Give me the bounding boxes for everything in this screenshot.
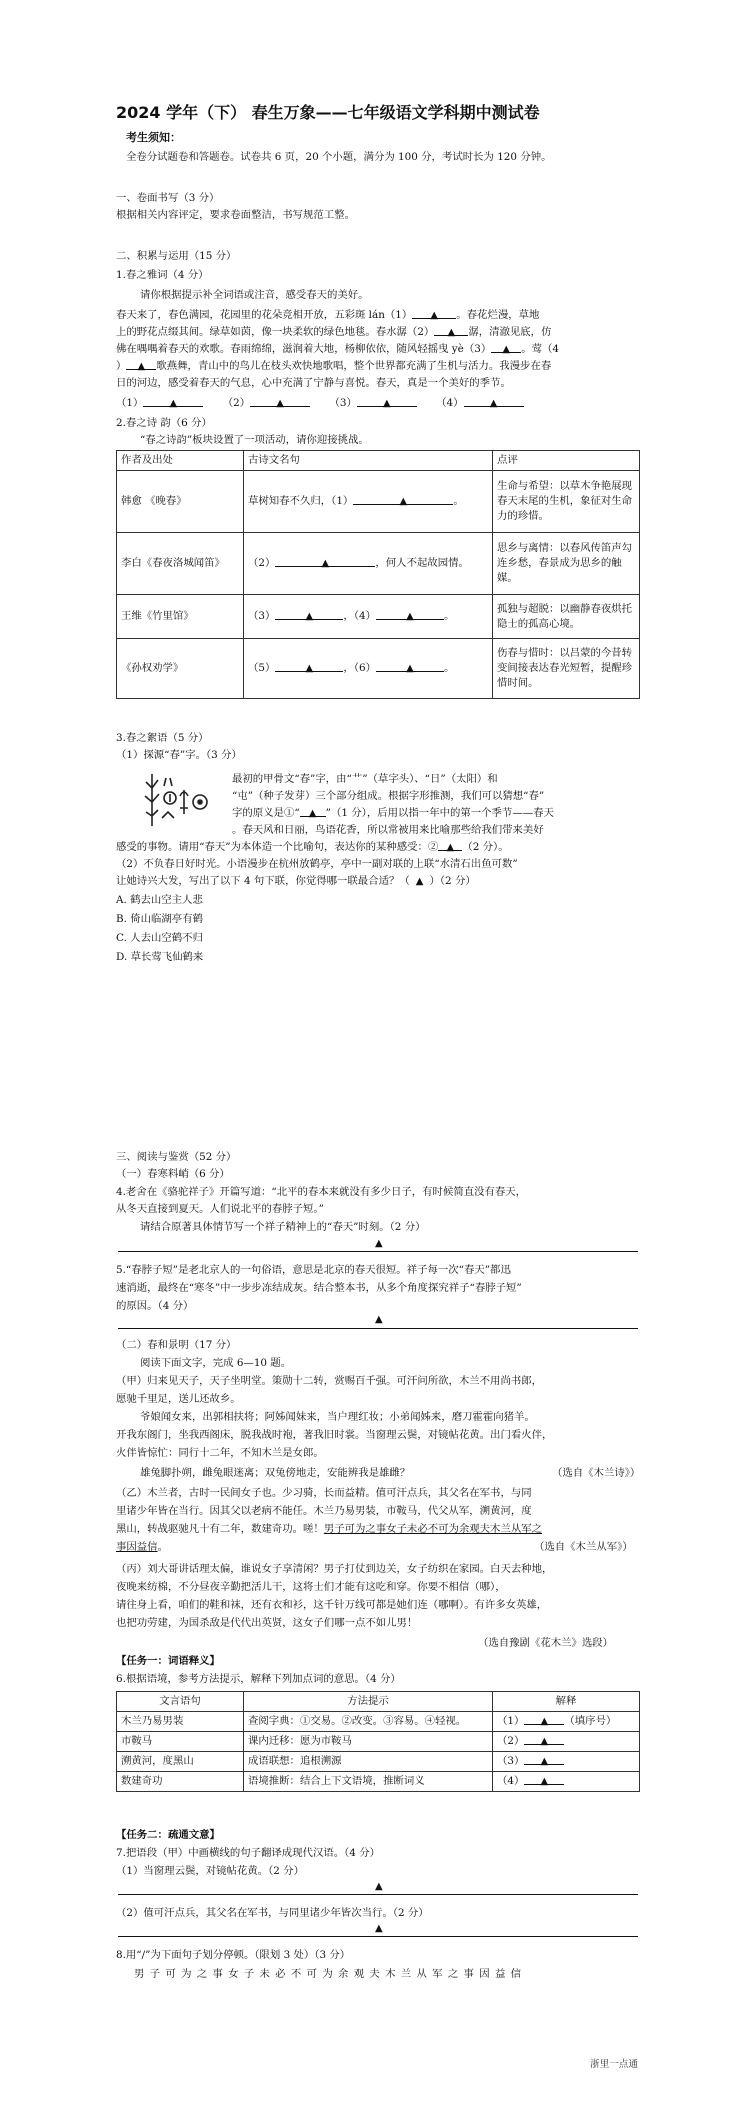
source-note: （选自《木兰从军》） — [534, 1541, 633, 1553]
section1-heading: 一、卷面书写（3 分） — [116, 192, 220, 204]
passage-jia: 愿驰千里足，送儿还故乡。 — [116, 1393, 241, 1405]
q3-sub2: 让她诗兴大发，写出了以下 4 句下联，你觉得哪一联最合适？（ ▲ ）（2 分） — [116, 875, 476, 887]
option-a[interactable]: A. 鹤去山空主人悲 — [116, 894, 203, 906]
table-header: 点评 — [493, 451, 640, 471]
table-header: 古诗文名句 — [244, 451, 493, 471]
poem-comment: 生命与希望：以草木争艳展现春天末尾的生机，象征对生命力的珍惜。 — [493, 471, 640, 533]
answer-line[interactable] — [118, 1251, 638, 1252]
q8-text: 8.用“/”为下面句子划分停顿。（限划 3 处）（3 分） — [116, 1949, 351, 1961]
poem-comment: 思乡与离情：以春风传笛声勾连乡愁，春景成为思乡的触媒。 — [493, 533, 640, 595]
passage-jia: （甲）归来见天子，天子坐明堂。策勋十二转，赏赐百千强。可汗问所欲，木兰不用尚书郎， — [116, 1375, 543, 1387]
method-cell: 成语联想：追根溯源 — [244, 1752, 493, 1772]
section1-text: 根据相关内容评定，要求卷面整洁，书写规范工整。 — [116, 209, 355, 221]
answer-blank[interactable]: ▲ — [376, 661, 444, 672]
q3-sub1: （1）探源“春”字。（3 分） — [116, 749, 242, 761]
answer-blank[interactable]: ▲ — [376, 609, 444, 620]
passage-jia: 雄兔脚扑朔，雌兔眼迷离；双兔傍地走，安能辨我是雄雌？ — [140, 1467, 411, 1479]
answer-blank[interactable]: ▲ — [434, 325, 468, 336]
answer-cell[interactable]: （1） ▲ （填序号） — [493, 1712, 640, 1732]
q3-text: 字的原义是①“ ▲ ”（1 分），后用以指一年中的第一个季节——春天 — [232, 807, 554, 819]
method-cell: 语境推断：结合上下文语境，推断词义 — [244, 1772, 493, 1792]
poem-line: 草树知春不久归，（1） ▲ 。 — [244, 471, 493, 533]
answer-cell[interactable]: （4） ▲ — [493, 1772, 640, 1792]
task1-heading: 【任务一：词语释义】 — [116, 1655, 220, 1667]
table-row — [117, 533, 640, 595]
passage-bing: 夜晚来纺棉，不分昼夜辛勤把活儿干，这将士们才能有这吃和穿。你要不相信（哪）， — [116, 1581, 506, 1593]
answer-blank[interactable]: ▲ — [126, 359, 156, 370]
option-b[interactable]: B. 倚山临湖亭有鹤 — [116, 913, 203, 925]
answer-blank[interactable]: ▲ — [357, 396, 417, 407]
q1-passage-line: 春天来了，春色满园，花园里的花朵竞相开放，五彩斑 lán（1） ▲ 。春花烂漫，草地 — [116, 309, 540, 321]
table-row — [117, 1752, 640, 1772]
option-d[interactable]: D. 草长莺飞仙鹤来 — [116, 951, 204, 963]
oracle-bone-chun-glyph — [140, 768, 216, 832]
task2-heading: 【任务二：疏通文意】 — [116, 1829, 220, 1841]
table-row — [117, 1732, 640, 1752]
exam-title: 2024 学年（下） 春生万象——七年级语文学科期中测试卷 — [116, 103, 540, 122]
poem-line: （3） ▲ ，（4） ▲ 。 — [244, 595, 493, 639]
notice-text: 全卷分试题卷和答题卷。试卷共 6 页，20 个小题，满分为 100 分，考试时长为 120 分钟。 — [126, 151, 552, 163]
passage-yi: 里诸少年皆在当行。因其父以老病不能任。木兰乃易男装，市鞍马，代父从军，溯黄河，度 — [116, 1505, 532, 1517]
passage-yi: 事因益信。 — [116, 1541, 168, 1553]
answer-blank[interactable]: ▲ — [300, 806, 326, 817]
q4-text: 从冬天直接到夏天。人们说北平的春脖子短。” — [116, 1203, 324, 1215]
sentence-cell: 市鞍马 — [117, 1732, 244, 1752]
table-row — [117, 639, 640, 699]
reading-instruction: 阅读下面文字，完成 6—10 题。 — [140, 1357, 292, 1369]
q3-text: 。春天风和日丽，鸟语花香，所以常被用来比喻那些给我们带来美好 — [232, 824, 544, 836]
q4-text: 4.老舍在《骆驼祥子》开篇写道：“北平的春本来就没有多少日子，有时候简直没有春天， — [116, 1186, 527, 1198]
q1-intro: 请你根据提示补全词语或注音，感受春天的美好。 — [140, 289, 369, 301]
answer-line[interactable] — [118, 1894, 638, 1895]
q3-text: 最初的甲骨文“春”字，由“艹”（草字头）、“日”（太阳）和 — [232, 773, 498, 785]
table-row — [117, 1712, 640, 1732]
footer-brand: 浙里一点通 — [590, 2059, 638, 2070]
answer-blank[interactable]: ▲ — [353, 494, 453, 505]
table-row — [117, 595, 640, 639]
sentence-cell: 数建奇功 — [117, 1772, 244, 1792]
passage-jia: 火伴皆惊忙：同行十二年，不知木兰是女郎。 — [116, 1447, 324, 1459]
answer-blank[interactable]: ▲ — [415, 876, 424, 887]
underlined-sentence: 事因益信 — [116, 1541, 158, 1553]
section2-heading: 二、积累与运用（15 分） — [116, 250, 237, 262]
answer-blank[interactable]: ▲ — [275, 556, 375, 567]
q7-sub1: （1）当窗理云鬓，对镜帖花黄。（2 分） — [116, 1865, 304, 1877]
part1-heading: （一）春寒料峭（6 分） — [116, 1168, 230, 1180]
section3-heading: 三、阅读与鉴赏（52 分） — [116, 1151, 237, 1163]
q7-sub2: （2）值可汗点兵，其父名在军书，与同里诸少年皆次当行。（2 分） — [116, 1907, 429, 1919]
poem-author: 《孙权劝学》 — [117, 639, 244, 699]
table-header: 解释 — [493, 1692, 640, 1712]
answer-marker: ▲ — [375, 1923, 383, 1934]
poem-comment: 伤春与惜时：以吕蒙的今昔转变间接表达春光短暂，提醒珍惜时间。 — [493, 639, 640, 699]
table-header: 作者及出处 — [117, 451, 244, 471]
q1-answers: （1） ▲ （2） ▲ （3） ▲ （4） ▲ — [116, 396, 524, 410]
answer-blank[interactable]: ▲ — [491, 342, 521, 353]
poem-author: 李白《春夜洛城闻笛》 — [117, 533, 244, 595]
notice-label: 考生须知： — [126, 131, 181, 144]
q3-text: 感受的事物。请用“春天”为本体造一个比喻句，表达你的某种感受：② ▲ （2 分）。 — [116, 841, 509, 853]
answer-blank[interactable]: ▲ — [143, 396, 203, 407]
table-header-row — [117, 451, 640, 471]
passage-jia: 爷娘闻女来，出郭相扶将；阿姊闻妹来，当户理红妆；小弟闻姊来，磨刀霍霍向猪羊。 — [140, 1411, 535, 1423]
q1-passage-line: ） ▲ 歌燕舞，青山中的鸟儿在枝头欢快地歌唱，整个世界都充满了生机与活力。我漫步在春 — [116, 360, 552, 372]
part2-heading: （二）春和景明（17 分） — [116, 1339, 237, 1351]
poem-comment: 孤独与超脱：以幽静春夜烘托隐士的孤高心境。 — [493, 595, 640, 639]
answer-blank[interactable]: ▲ — [275, 609, 343, 620]
passage-jia: 开我东阁门，坐我西阁床，脱我战时袍，著我旧时裳。当窗理云鬓，对镜帖花黄。出门看火伴， — [116, 1429, 553, 1441]
answer-line[interactable] — [118, 1328, 638, 1329]
word-meaning-table — [116, 1691, 640, 1792]
poem-author: 王维《竹里馆》 — [117, 595, 244, 639]
option-c[interactable]: C. 人去山空鹤不归 — [116, 932, 203, 944]
underlined-sentence: 男子可为之事女子未必不可为余观夫木兰从军之 — [323, 1523, 543, 1535]
answer-cell[interactable]: （3） ▲ — [493, 1752, 640, 1772]
table-header-row — [117, 1692, 640, 1712]
table-row — [117, 1772, 640, 1792]
source-note: （选自《木兰诗》） — [552, 1467, 641, 1479]
answer-marker: ▲ — [375, 1314, 383, 1325]
q5-text: 5.“春脖子短”是老北京人的一句俗语，意思是北京的春天很短。祥子每一次“春天”都迅 — [116, 1264, 511, 1276]
source-note: （选自豫剧《花木兰》选段） — [478, 1637, 614, 1649]
method-cell: 课内迁移：愿为市鞍马 — [244, 1732, 493, 1752]
answer-blank[interactable]: ▲ — [412, 308, 456, 319]
q1-passage-line: 佛在喁喁着春天的欢歌。春雨绵绵，滋润着大地，杨柳依依，随风轻摇曳 yè（3） ▲ 。莺（4 — [116, 343, 560, 355]
q3-heading: 3.春之絮语（5 分） — [116, 732, 209, 744]
answer-marker: ▲ — [375, 1238, 383, 1249]
poem-author: 韩愈 《晚春》 — [117, 471, 244, 533]
sentence-cell: 溯黄河，度黑山 — [117, 1752, 244, 1772]
q3-text: “屯”（种子发芽）三个部分组成。根据字形推测，我们可以猜想“春” — [232, 790, 545, 802]
passage-bing: 请往身上看，咱们的鞋和袜，还有衣和衫，这千针万线可都是她们连（哪啊）。有许多女英雄， — [116, 1599, 548, 1611]
q2-intro: “春之诗韵”板块设置了一项活动，请你迎接挑战。 — [140, 434, 369, 446]
answer-line[interactable] — [118, 1936, 638, 1937]
poem-table — [116, 450, 640, 699]
passage-yi: 黑山，转战驱驰凡十有二年，数建奇功。嗟！男子可为之事女子未必不可为余观夫木兰从军之 — [116, 1523, 543, 1535]
answer-blank[interactable]: ▲ — [438, 840, 462, 851]
q5-text: 速消逝，最终在“寒冬”中一步步冻结成灰。结合整本书，从多个角度探究祥子“春脖子短” — [116, 1282, 522, 1294]
q1-passage-line: 日的河边，感受着春天的气息，心中充满了宁静与喜悦。春天，真是一个美好的季节。 — [116, 377, 511, 389]
q6-text: 6.根据语境，参考方法提示，解释下列加点词的意思。（4 分） — [116, 1673, 401, 1685]
answer-blank[interactable]: ▲ — [275, 661, 343, 672]
answer-marker: ▲ — [375, 1881, 383, 1892]
q1-heading: 1.春之雅词（4 分） — [116, 269, 209, 281]
q4-text: 请结合原著具体情节写一个祥子精神上的“春天”时刻。（2 分） — [140, 1221, 426, 1233]
q1-passage-line: 上的野花点缀其间。绿草如茵，像一块柔软的绿色地毯。春水潺（2） ▲ 潺，清澈见底，仿 — [116, 326, 552, 338]
table-row — [117, 471, 640, 533]
passage-yi: （乙）木兰者，古时一民间女子也。少习骑，长而益精。值可汗点兵，其父名在军书，与同 — [116, 1487, 532, 1499]
passage-bing: （丙）刘大哥讲话理太偏，谁说女子享清闲？男子打仗到边关，女子纺织在家园。白天去种地， — [116, 1563, 553, 1575]
answer-blank[interactable]: ▲ — [464, 396, 524, 407]
passage-bing: 也把功劳建，为国杀敌是代代出英贤，这女子们哪一点不如儿男！ — [116, 1617, 418, 1629]
table-header: 方法提示 — [244, 1692, 493, 1712]
q3-sub2: （2）不负春日好时光。小语漫步在杭州放鹤亭，亭中一副对联的上联“水清石出鱼可数” — [116, 858, 518, 870]
q8-sentence[interactable]: 男 子 可 为 之 事 女 子 未 必 不 可 为 余 观 夫 木 兰 从 军 之 事 因 益 信 — [134, 1968, 523, 1980]
sentence-cell: 木兰乃易男装 — [117, 1712, 244, 1732]
poem-line: （5） ▲ ，（6） ▲ 。 — [244, 639, 493, 699]
poem-line: （2） ▲ ，何人不起故园情。 — [244, 533, 493, 595]
q2-heading: 2.春之诗 韵（6 分） — [116, 417, 212, 429]
table-header: 文言语句 — [117, 1692, 244, 1712]
method-cell: 查阅字典：①交易。②改变。③容易。④轻视。 — [244, 1712, 493, 1732]
answer-blank[interactable]: ▲ — [250, 396, 310, 407]
answer-cell[interactable]: （2） ▲ — [493, 1732, 640, 1752]
q5-text: 的原因。（4 分） — [116, 1300, 194, 1312]
q7-text: 7.把语段（甲）中画横线的句子翻译成现代汉语。（4 分） — [116, 1847, 380, 1859]
